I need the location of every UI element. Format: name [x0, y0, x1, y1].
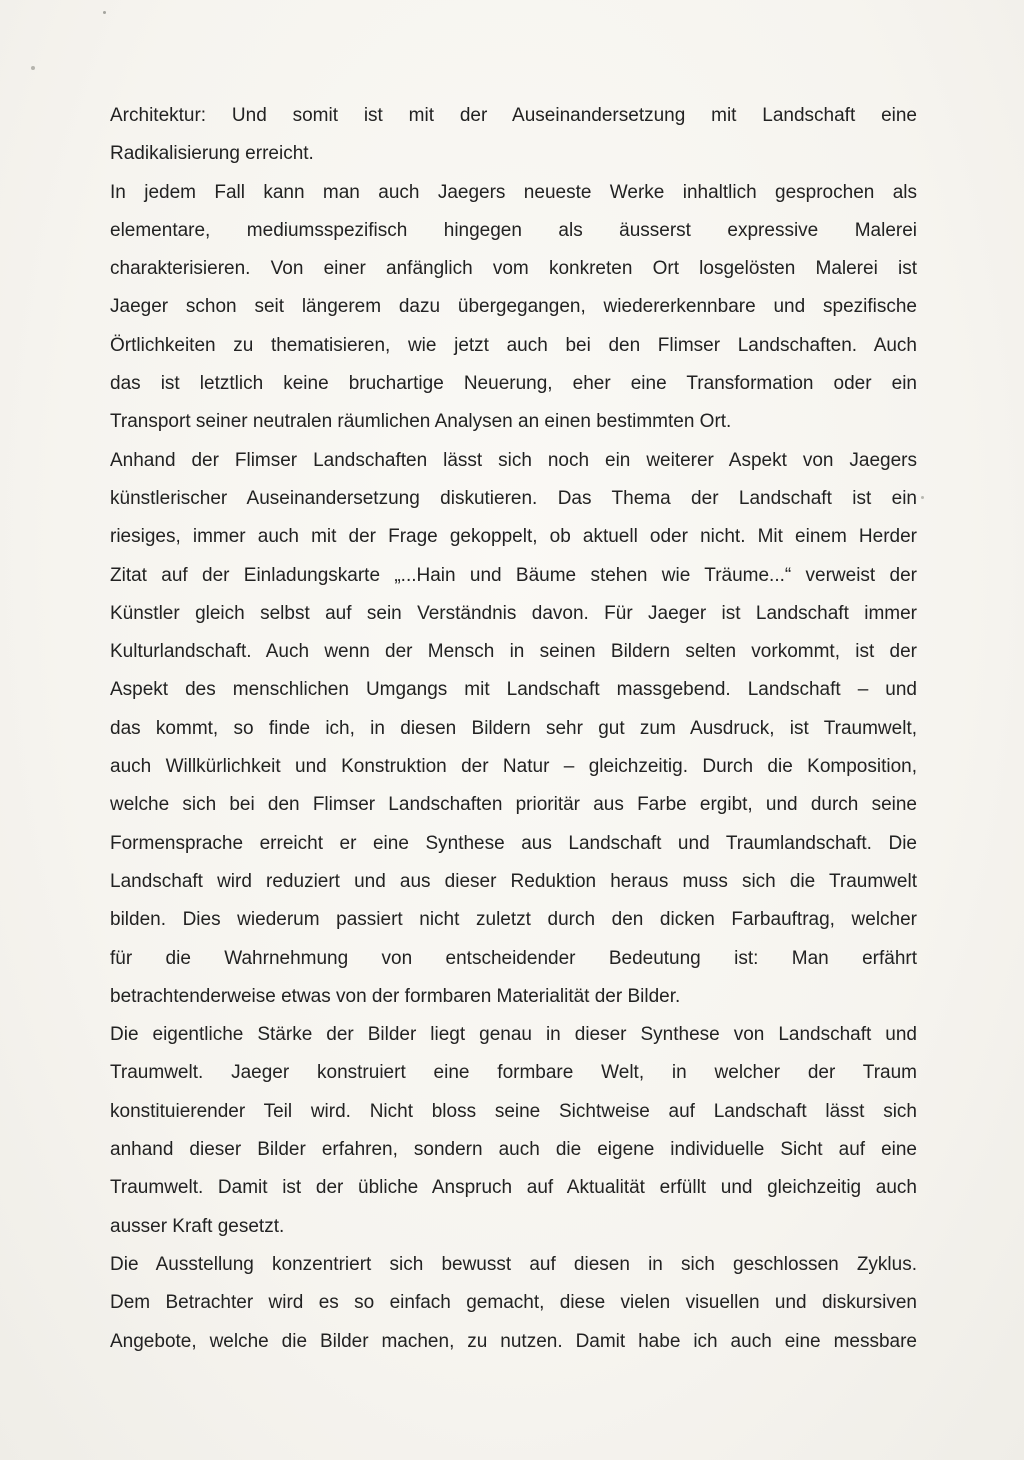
text-line: für die Wahrnehmung von entscheidender Bedeutung ist: Man erfährt [110, 947, 917, 969]
text-line: Formensprache erreicht er eine Synthese aus Landschaft und Traumlandschaft. Die [110, 832, 917, 854]
text-line: anhand dieser Bilder erfahren, sondern auch die eigene individuelle Sicht auf eine [110, 1139, 917, 1161]
text-line: künstlerischer Auseinandersetzung diskutieren. Das Thema der Landschaft ist ein [110, 487, 917, 509]
text-line: Die Ausstellung konzentriert sich bewusst auf diesen in sich geschlossen Zyklus. [110, 1253, 917, 1275]
text-line: bilden. Dies wiederum passiert nicht zuletzt durch den dicken Farbauftrag, welcher [110, 909, 917, 931]
text-line: Zitat auf der Einladungskarte „...Hain und Bäume stehen wie Träume...“ verweist der [110, 564, 917, 586]
text-line: charakterisieren. Von einer anfänglich vom konkreten Ort losgelösten Malerei ist [110, 258, 917, 280]
text-line: Anhand der Flimser Landschaften lässt sich noch ein weiterer Aspekt von Jaegers [110, 449, 917, 471]
text-line: auch Willkürlichkeit und Konstruktion der Natur – gleichzeitig. Durch die Komposition, [110, 756, 917, 778]
text-line: konstituierender Teil wird. Nicht bloss seine Sichtweise auf Landschaft lässt sich [110, 1100, 917, 1122]
text-line: riesiges, immer auch mit der Frage gekoppelt, ob aktuell oder nicht. Mit einem Herder [110, 526, 917, 548]
text-line: Angebote, welche die Bilder machen, zu nutzen. Damit habe ich auch eine messbare [110, 1330, 917, 1352]
text-line: Landschaft wird reduziert und aus dieser Reduktion heraus muss sich die Traumwelt [110, 870, 917, 892]
text-line: ausser Kraft gesetzt. [110, 1215, 285, 1237]
text-line: Radikalisierung erreicht. [110, 143, 314, 165]
text-line: welche sich bei den Flimser Landschaften prioritär aus Farbe ergibt, und durch seine [110, 794, 917, 816]
scan-speck [921, 496, 924, 499]
scan-speck [103, 11, 106, 14]
text-line: elementare, mediumsspezifisch hingegen als äusserst expressive Malerei [110, 219, 917, 241]
text-line: In jedem Fall kann man auch Jaegers neueste Werke inhaltlich gesprochen als [110, 181, 917, 203]
text-line: Transport seiner neutralen räumlichen Analysen an einen bestimmten Ort. [110, 411, 732, 433]
text-line: Traumwelt. Damit ist der übliche Anspruch auf Aktualität erfüllt und gleichzeitig auch [110, 1177, 917, 1199]
text-line: Aspekt des menschlichen Umgangs mit Landschaft massgebend. Landschaft – und [110, 679, 917, 701]
text-line: Örtlichkeiten zu thematisieren, wie jetzt auch bei den Flimser Landschaften. Auch [110, 334, 917, 356]
text-line: das ist letztlich keine bruchartige Neuerung, eher eine Transformation oder ein [110, 373, 917, 395]
text-line: Jaeger schon seit längerem dazu übergegangen, wiedererkennbare und spezifische [110, 296, 917, 318]
text-line: das kommt, so finde ich, in diesen Bildern sehr gut zum Ausdruck, ist Traumwelt, [110, 717, 917, 739]
text-line: Die eigentliche Stärke der Bilder liegt genau in dieser Synthese von Landschaft und [110, 1024, 917, 1046]
text-line: Kulturlandschaft. Auch wenn der Mensch in seinen Bildern selten vorkommt, ist der [110, 641, 917, 663]
text-line: betrachtenderweise etwas von der formbaren Materialität der Bilder. [110, 985, 681, 1007]
page-text-block [110, 97, 917, 1361]
scan-speck [31, 66, 35, 70]
text-line: Traumwelt. Jaeger konstruiert eine formbare Welt, in welcher der Traum [110, 1062, 917, 1084]
text-line: Dem Betrachter wird es so einfach gemacht, diese vielen visuellen und diskursiven [110, 1292, 917, 1314]
text-line: Architektur: Und somit ist mit der Auseinandersetzung mit Landschaft eine [110, 105, 917, 126]
text-line: Künstler gleich selbst auf sein Verständnis davon. Für Jaeger ist Landschaft immer [110, 602, 917, 624]
